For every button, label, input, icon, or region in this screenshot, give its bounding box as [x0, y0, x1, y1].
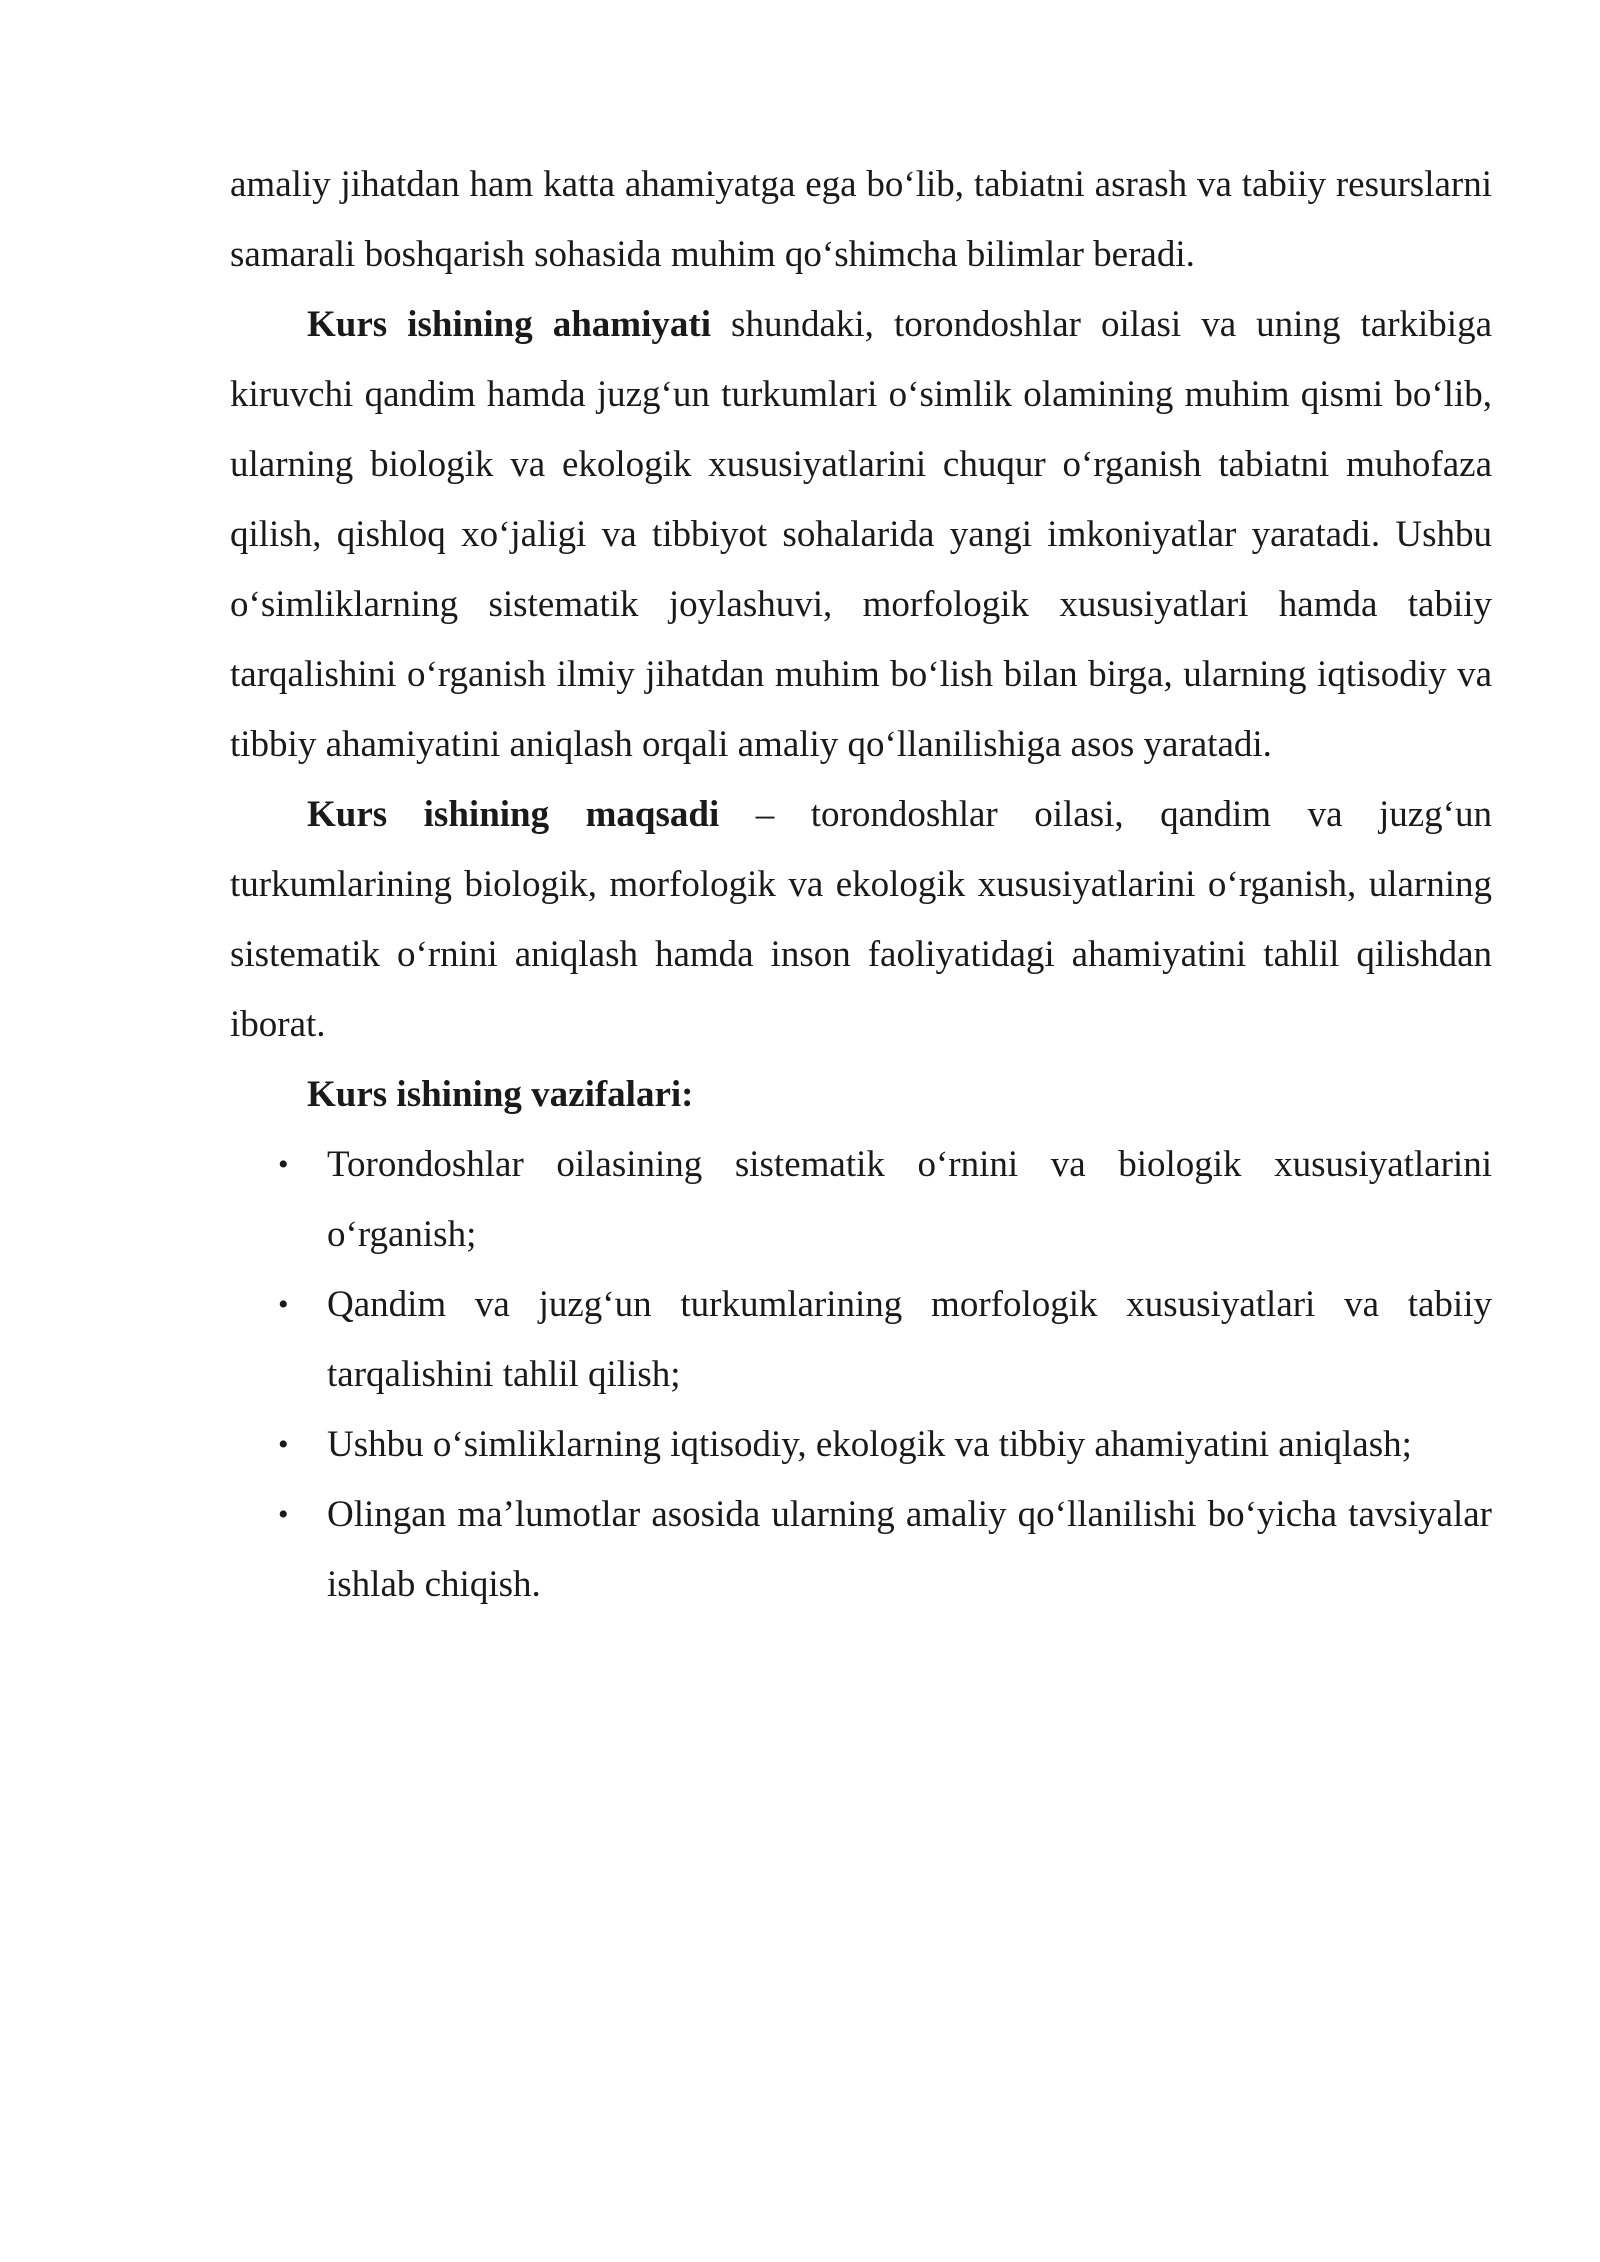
- bullet-icon: •: [278, 1288, 289, 1321]
- bullet-icon: •: [278, 1498, 289, 1531]
- significance-lead: Kurs ishining ahamiyati: [307, 304, 712, 345]
- list-item-text: Olingan ma’lumotlar asosida ularning amaliy qo‘llanilishi bo‘yicha tavsiyalar ishlab chiqish.: [327, 1494, 1492, 1605]
- paragraph-intro-continuation: amaliy jihatdan ham katta ahamiyatga ega bo‘lib, tabiatni asrash va tabiiy resurslarni samarali boshqarish sohasida muhim qo‘shimcha bilimlar beradi.: [230, 164, 1492, 275]
- list-item-text: Torondoshlar oilasining sistematik o‘rnini va biologik xususiyatlarini o‘rganish;: [327, 1144, 1492, 1255]
- paragraph-goal: [230, 780, 1492, 1060]
- list-item: [230, 1270, 1492, 1410]
- document-page: [230, 150, 1492, 1620]
- list-item: [230, 1130, 1492, 1270]
- significance-text: shundaki, torondoshlar oilasi va uning tarkibiga kiruvchi qandim hamda juzg‘un turkumlari o‘simlik olamining muhim qismi bo‘lib, ularning biologik va ekologik xususiyatlarini chuqur o‘rganish tabiatni muhofaza qilish, qishloq xo‘jaligi va tibbiyot sohalarida yangi imkoniyatlar yaratadi. Ushbu o‘simliklarning sistematik joylashuvi, morfologik xususiyatlari hamda tabiiy tarqalishini o‘rganish ilmiy jihatdan muhim bo‘lish bilan birga, ularning iqtisodiy va tibbiy ahamiyatini aniqlash orqali amaliy qo‘llanilishiga asos yaratadi.: [230, 304, 1492, 765]
- list-item-text: Ushbu o‘simliklarning iqtisodiy, ekologik va tibbiy ahamiyatini aniqlash;: [327, 1424, 1412, 1465]
- bullet-icon: •: [278, 1148, 289, 1181]
- list-item: [230, 1410, 1492, 1480]
- bullet-icon: •: [278, 1428, 289, 1461]
- paragraph-significance: [230, 290, 1492, 780]
- goal-lead: Kurs ishining maqsadi: [307, 794, 720, 835]
- tasks-heading: Kurs ishining vazifalari:: [307, 1074, 694, 1115]
- goal-text: – torondoshlar oilasi, qandim va juzg‘un turkumlarining biologik, morfologik va ekologik xususiyatlarini o‘rganish, ularning sistematik o‘rnini aniqlash hamda inson faoliyatidagi ahamiyatini tahlil qilishdan iborat.: [230, 794, 1492, 1045]
- tasks-list: [230, 1130, 1492, 1620]
- list-item-text: Qandim va juzg‘un turkumlarining morfologik xususiyatlari va tabiiy tarqalishini tahlil qilish;: [327, 1284, 1492, 1395]
- list-item: [230, 1480, 1492, 1620]
